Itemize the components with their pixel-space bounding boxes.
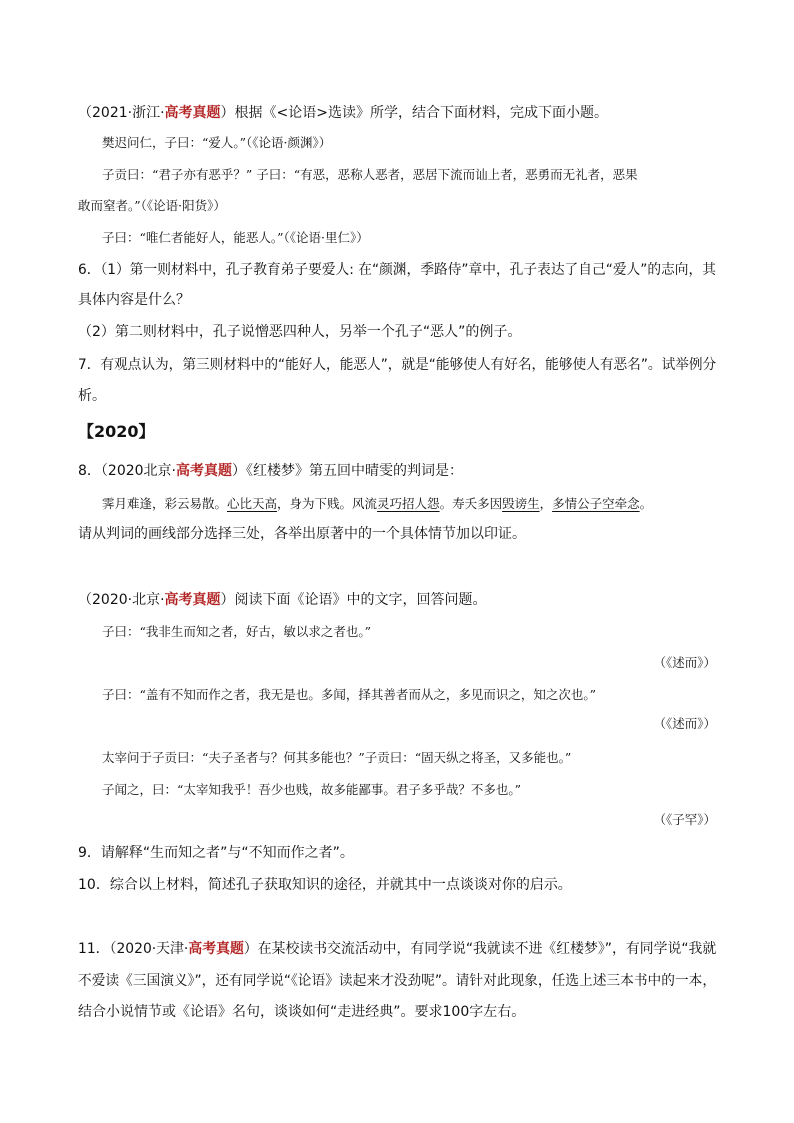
question-7-line1: 7．有观点认为，第三则材料中的“能好人，能恶人”，就是“能够使人有好名，能够使人有恶名”。试举例分 bbox=[78, 357, 717, 373]
question-9: 9．请解释“生而知之者”与“不知而作之者”。 bbox=[78, 845, 354, 861]
quote-zihan-1: 太宰问于子贡曰：“夫子圣者与？何其多能也？”子贡曰：“固天纵之将圣，又多能也。” bbox=[102, 750, 572, 765]
underlined-phrase: 心比天高 bbox=[227, 496, 278, 511]
source-line-2021: （2021·浙江·高考真题）根据《<论语>选读》所学，结合下面材料，完成下面小题。 bbox=[78, 105, 608, 121]
citation-zihan: （《子罕》） bbox=[653, 812, 716, 827]
exam-tag: 高考真题 bbox=[164, 105, 221, 121]
year-heading: 【2020】 bbox=[78, 422, 155, 441]
source-line-2020-beijing: （2020·北京·高考真题）阅读下面《论语》中的文字，回答问题。 bbox=[78, 592, 487, 608]
underlined-phrase: 灵巧招人怨 bbox=[377, 496, 440, 511]
quote-yanghuo-line2: 敢而窒者。”（《论语·阳货》） bbox=[78, 198, 226, 213]
question-6-part2: （2）第二则材料中，孔子说憎恶四种人，另举一个孔子“恶人”的例子。 bbox=[78, 324, 522, 340]
quote-zihan-2: 子闻之，曰：“太宰知我乎！吾少也贱，故多能鄙事。君子多乎哉？不多也。” bbox=[102, 782, 522, 797]
qingwen-verse: 霁月难逢，彩云易散。心比天高，身为下贱。风流灵巧招人怨。寿夭多因毁谤生，多情公子空牵念。 bbox=[102, 496, 653, 511]
quote-liren: 子曰：“唯仁者能好人，能恶人。”（《论语·里仁》） bbox=[102, 230, 369, 245]
question-11-line3: 结合小说情节或《论语》名句，谈谈如何“走进经典”。要求100字左右。 bbox=[78, 1004, 526, 1020]
quote-shuer-2: 子曰：“盖有不知而作之者，我无是也。多闻，择其善者而从之，多见而识之，知之次也。” bbox=[102, 687, 597, 702]
quote-yanyuan: 樊迟问仁，子曰：“爱人。”（《论语·颜渊》） bbox=[102, 135, 332, 150]
question-10: 10．综合以上材料，简述孔子获取知识的途径，并就其中一点谈谈对你的启示。 bbox=[78, 877, 572, 893]
underlined-phrase: 多情公子空牵念 bbox=[552, 496, 640, 511]
citation-shuer-2: （《述而》） bbox=[653, 716, 716, 731]
quote-shuer-1: 子曰：“我非生而知之者，好古，敏以求之者也。” bbox=[102, 624, 372, 639]
citation-shuer-1: （《述而》） bbox=[653, 655, 716, 670]
question-8-instruction: 请从判词的画线部分选择三处，各举出原著中的一个具体情节加以印证。 bbox=[78, 526, 526, 542]
exam-tag: 高考真题 bbox=[164, 592, 221, 608]
question-11-line1: 11．（2020·天津·高考真题）在某校读书交流活动中，有同学说“我就读不进《红楼梦》”，有同学说“我就 bbox=[78, 941, 717, 957]
underlined-phrase: 毁谤生 bbox=[502, 496, 540, 511]
question-6-line1: 6．（1）第一则材料中，孔子教育弟子要爱人: 在“颜渊，季路侍”章中，孔子表达了自己“爱人”的志向，其 bbox=[78, 262, 716, 278]
quote-yanghuo-line1: 子贡曰：“君子亦有恶乎？” 子曰：“有恶，恶称人恶者，恶居下流而讪上者，恶勇而无礼者，恶果 bbox=[102, 167, 638, 182]
exam-tag: 高考真题 bbox=[188, 941, 244, 957]
question-11-line2: 不爱读《三国演义》”，还有同学说“《论语》读起来才没劲呢”。请针对此现象，任选上述三本书中的一本， bbox=[78, 973, 717, 989]
question-8: 8．（2020北京·高考真题）《红楼梦》第五回中晴雯的判词是： bbox=[78, 463, 463, 479]
question-7-line2: 析。 bbox=[78, 388, 106, 404]
exam-tag: 高考真题 bbox=[176, 463, 232, 479]
question-6-line2: 具体内容是什么？ bbox=[78, 292, 190, 308]
